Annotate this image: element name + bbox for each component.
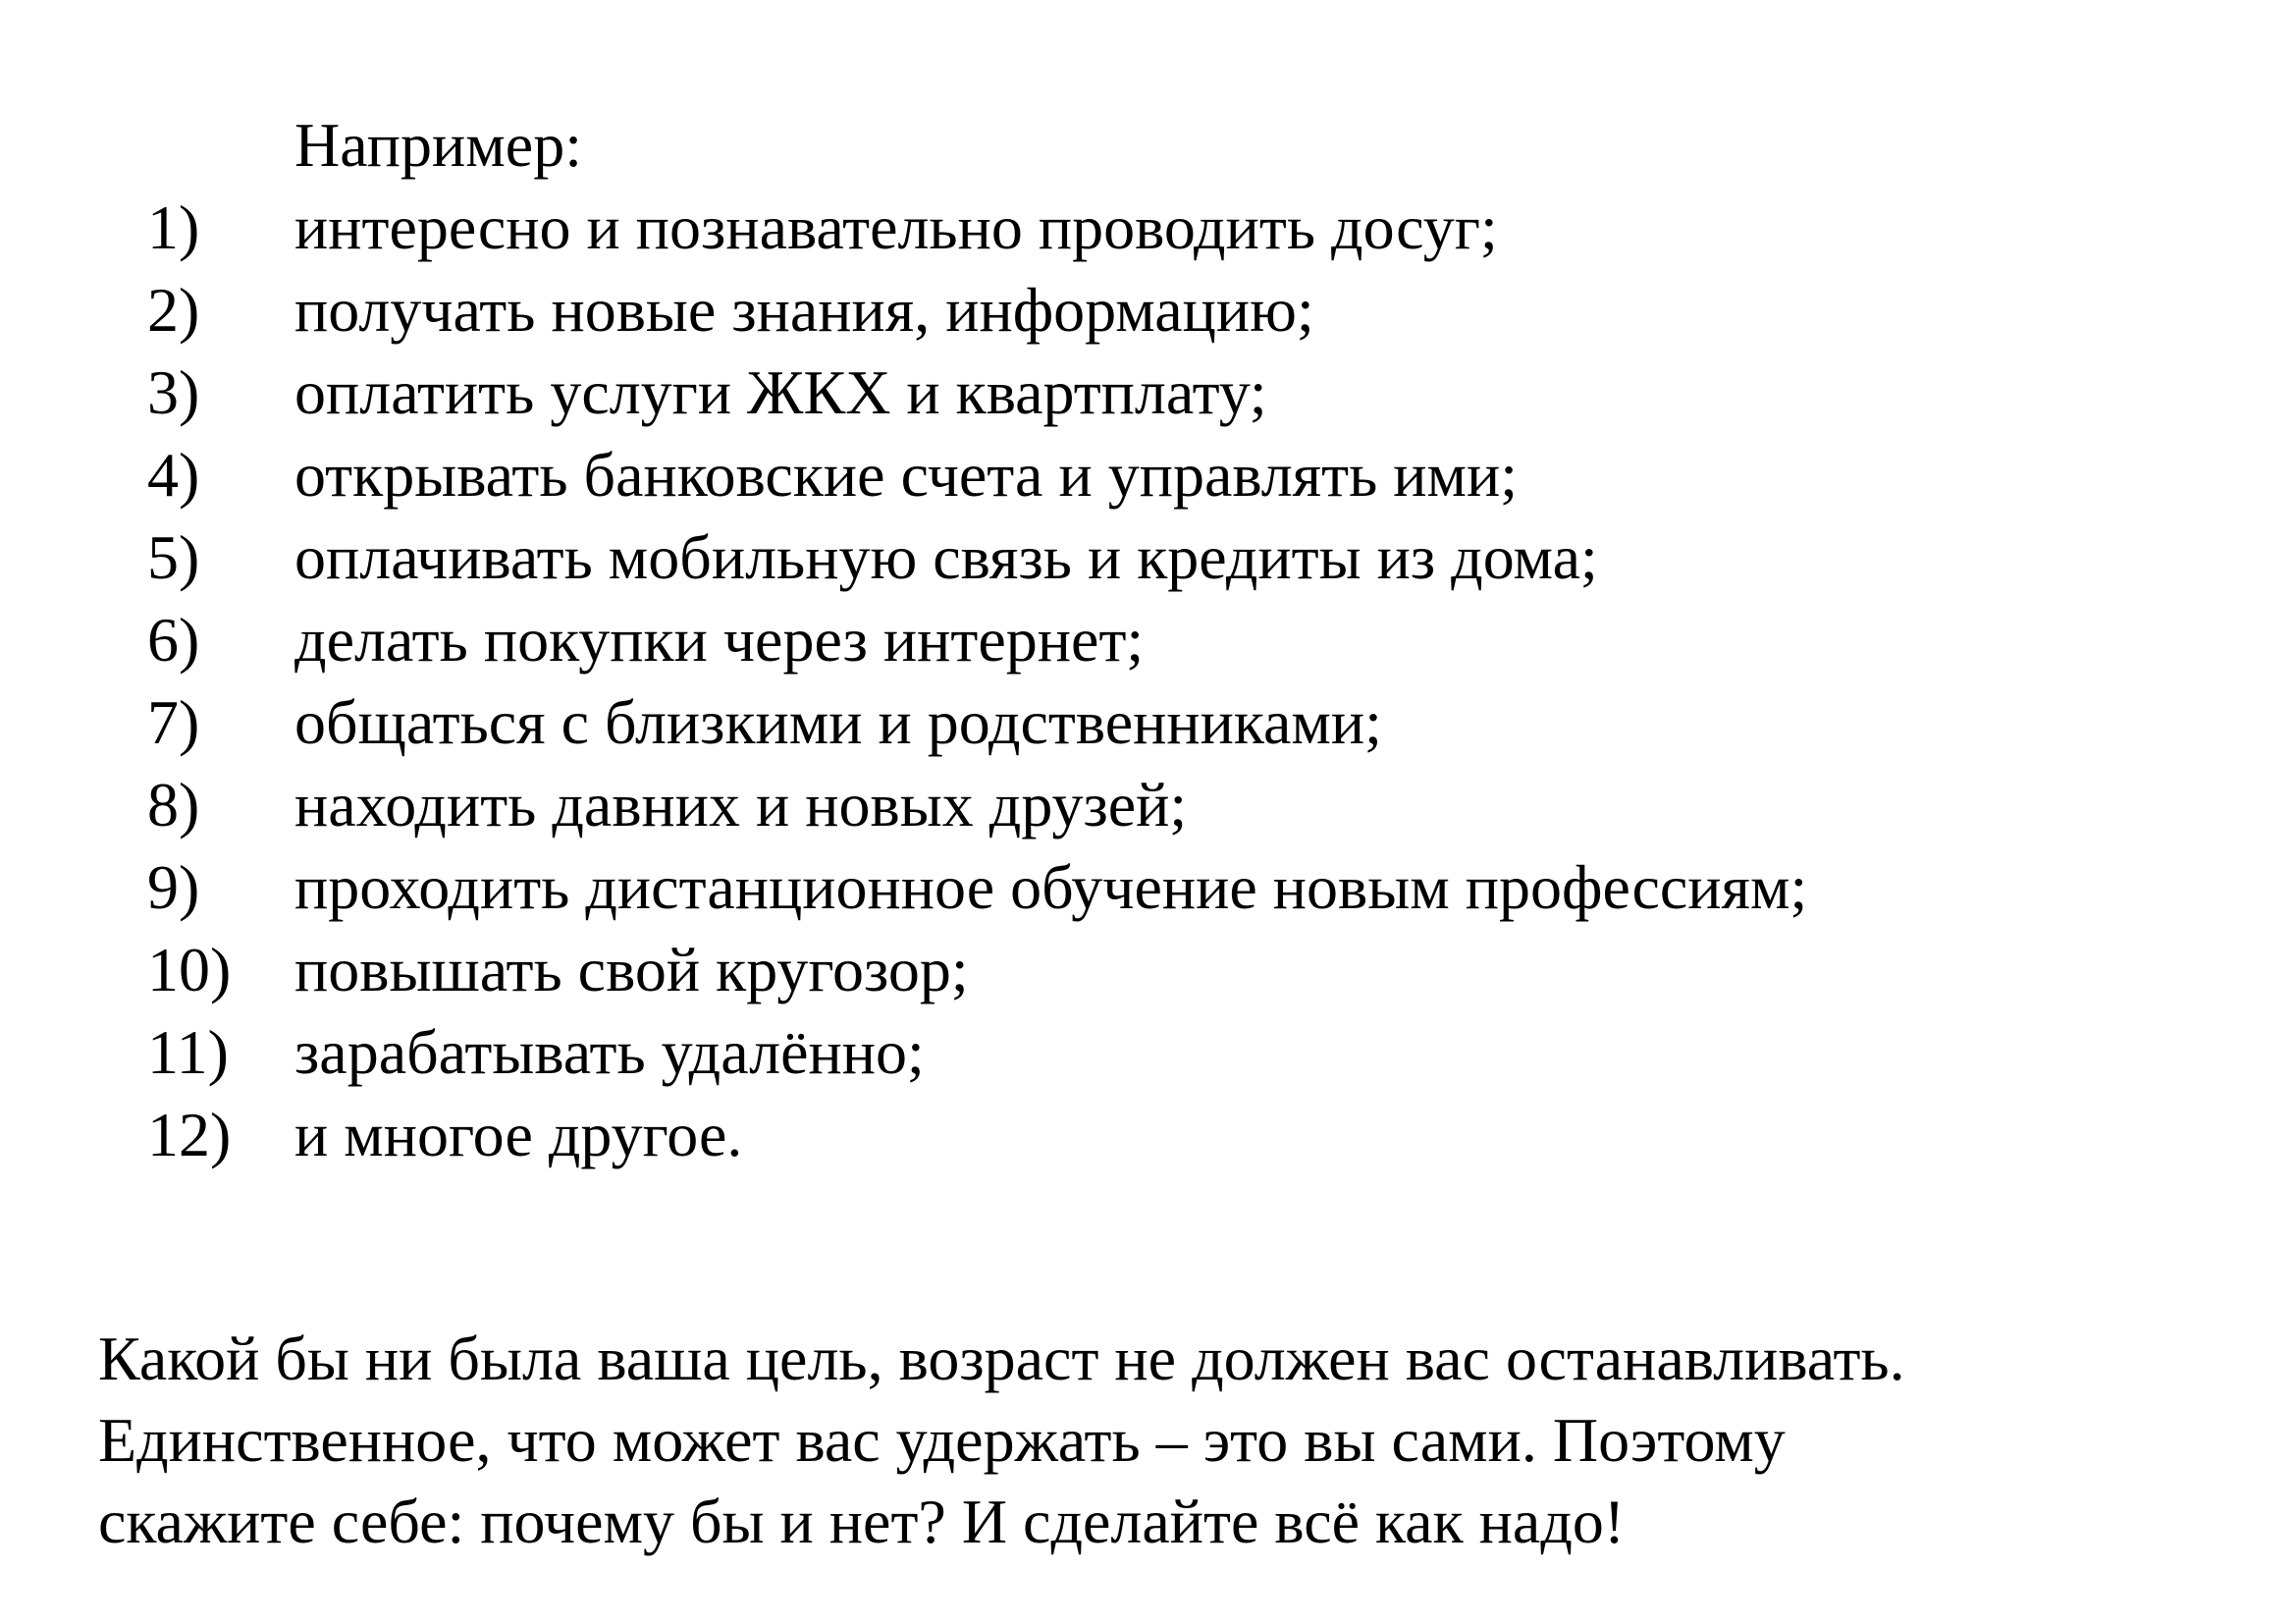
list-item-text: находить давних и новых друзей; <box>294 770 1188 839</box>
closing-line: скажите себе: почему бы и нет? И сделайте всё как надо! <box>98 1487 1626 1556</box>
list-item-text: интересно и познавательно проводить досуг; <box>294 192 1498 262</box>
list-item-number: 2) <box>147 275 200 345</box>
closing-paragraph <box>98 1318 1905 1562</box>
list-item-number: 9) <box>147 852 200 922</box>
list-item-number: 8) <box>147 770 200 839</box>
list-item-text: зарабатывать удалённо; <box>294 1017 925 1087</box>
list-item-number: 1) <box>147 192 200 262</box>
list-item-text: оплатить услуги ЖКХ и квартплату; <box>294 357 1267 427</box>
list-item-number: 6) <box>147 605 200 675</box>
list-item-number: 3) <box>147 357 200 427</box>
list-item-text: оплачивать мобильную связь и кредиты из дома; <box>294 522 1598 592</box>
list-item-text: и многое другое. <box>294 1100 743 1169</box>
list-item-number: 7) <box>147 687 200 757</box>
list-item-text: общаться с близкими и родственниками; <box>294 687 1382 757</box>
list-item-text: проходить дистанционное обучение новым профессиям; <box>294 852 1808 922</box>
list-item-number: 10) <box>147 935 232 1004</box>
list-item-text: повышать свой кругозор; <box>294 935 969 1004</box>
closing-line: Единственное, что может вас удержать – это вы сами. Поэтому <box>98 1405 1786 1475</box>
list-item-number: 4) <box>147 440 200 510</box>
list-item-number: 12) <box>147 1100 232 1169</box>
list-item-number: 11) <box>147 1017 229 1087</box>
list-item-text: получать новые знания, информацию; <box>294 275 1314 345</box>
closing-line: Какой бы ни была ваша цель, возраст не должен вас останавливать. <box>98 1324 1905 1393</box>
intro-heading: Например: <box>294 110 582 180</box>
list-item-number: 5) <box>147 522 200 592</box>
list-item-text: открывать банковские счета и управлять ими; <box>294 440 1519 510</box>
list-item-text: делать покупки через интернет; <box>294 605 1145 675</box>
